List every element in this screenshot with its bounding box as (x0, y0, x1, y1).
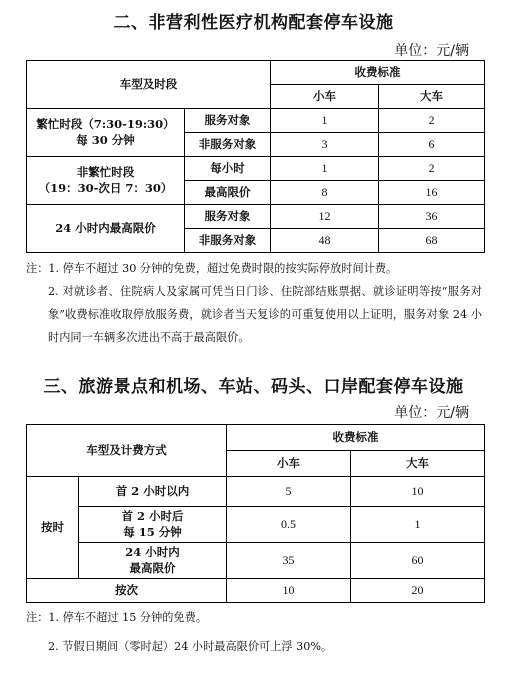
large-car-fee: 60 (351, 543, 485, 579)
large-car-fee: 20 (351, 579, 485, 603)
period-label-busy: 繁忙时段（7:30-19:30） 每 30 分钟 (27, 109, 185, 157)
section3-fee-table (26, 424, 485, 603)
row-label: 最高限价 (185, 181, 271, 205)
row-label: 非服务对象 (185, 229, 271, 253)
section2-title: 二、非营利性医疗机构配套停车设施 (113, 13, 394, 33)
header-vehicle-period: 车型及时段 (27, 61, 271, 109)
header-large-car: 大车 (351, 451, 485, 477)
small-car-fee: 0.5 (227, 507, 351, 543)
header-small-car: 小车 (227, 451, 351, 477)
header-small-car: 小车 (271, 85, 379, 109)
row-label: 非服务对象 (185, 133, 271, 157)
row-label: 每小时 (185, 157, 271, 181)
large-car-fee: 1 (351, 507, 485, 543)
billing-by-time-label: 按时 (27, 477, 79, 579)
note-1: 注：1. 停车不超过 30 分钟的免费，超过免费时限的按实际停放时间计费。 (26, 262, 398, 275)
header-vehicle-billing: 车型及计费方式 (27, 425, 227, 477)
small-car-fee: 1 (271, 157, 379, 181)
note-2: 2. 节假日期间（零时起）24 小时最高限价可上浮 30%。 (48, 640, 333, 653)
section3-notes (26, 606, 482, 658)
section3-unit: 单位：元/辆 (394, 405, 469, 421)
section2-notes (26, 257, 482, 349)
period-label-24h-cap: 24 小时内最高限价 (27, 205, 185, 253)
row-label: 服务对象 (185, 205, 271, 229)
large-car-fee: 2 (379, 109, 485, 133)
small-car-fee: 3 (271, 133, 379, 157)
large-car-fee: 16 (379, 181, 485, 205)
note-1: 注：1. 停车不超过 15 分钟的免费。 (26, 611, 208, 624)
header-fee-standard: 收费标准 (227, 425, 485, 451)
billing-per-time-label: 按次 (27, 579, 227, 603)
small-car-fee: 8 (271, 181, 379, 205)
small-car-fee: 35 (227, 543, 351, 579)
header-fee-standard: 收费标准 (271, 61, 485, 85)
header-large-car: 大车 (379, 85, 485, 109)
large-car-fee: 10 (351, 477, 485, 507)
small-car-fee: 48 (271, 229, 379, 253)
row-label: 首 2 小时后 每 15 分钟 (79, 507, 227, 543)
small-car-fee: 5 (227, 477, 351, 507)
section3-title: 三、旅游景点和机场、车站、码头、口岸配套停车设施 (43, 377, 464, 397)
large-car-fee: 6 (379, 133, 485, 157)
section2-unit: 单位：元/辆 (394, 43, 469, 59)
period-label-non-busy: 非繁忙时段 （19：30-次日 7：30） (27, 157, 185, 205)
row-label: 首 2 小时以内 (79, 477, 227, 507)
small-car-fee: 1 (271, 109, 379, 133)
note-2: 2. 对就诊者、住院病人及家属可凭当日门诊、住院部结账票据、就诊证明等按“服务对象”收费标准收取停放服务费，就诊者当天复诊的可重复使用以上证明，服务对象 24 小时内同一车辆多次进出不高于最高限价。 (48, 285, 482, 344)
small-car-fee: 12 (271, 205, 379, 229)
large-car-fee: 36 (379, 205, 485, 229)
large-car-fee: 68 (379, 229, 485, 253)
section2-fee-table (26, 60, 485, 253)
large-car-fee: 2 (379, 157, 485, 181)
small-car-fee: 10 (227, 579, 351, 603)
row-label: 24 小时内 最高限价 (79, 543, 227, 579)
row-label: 服务对象 (185, 109, 271, 133)
